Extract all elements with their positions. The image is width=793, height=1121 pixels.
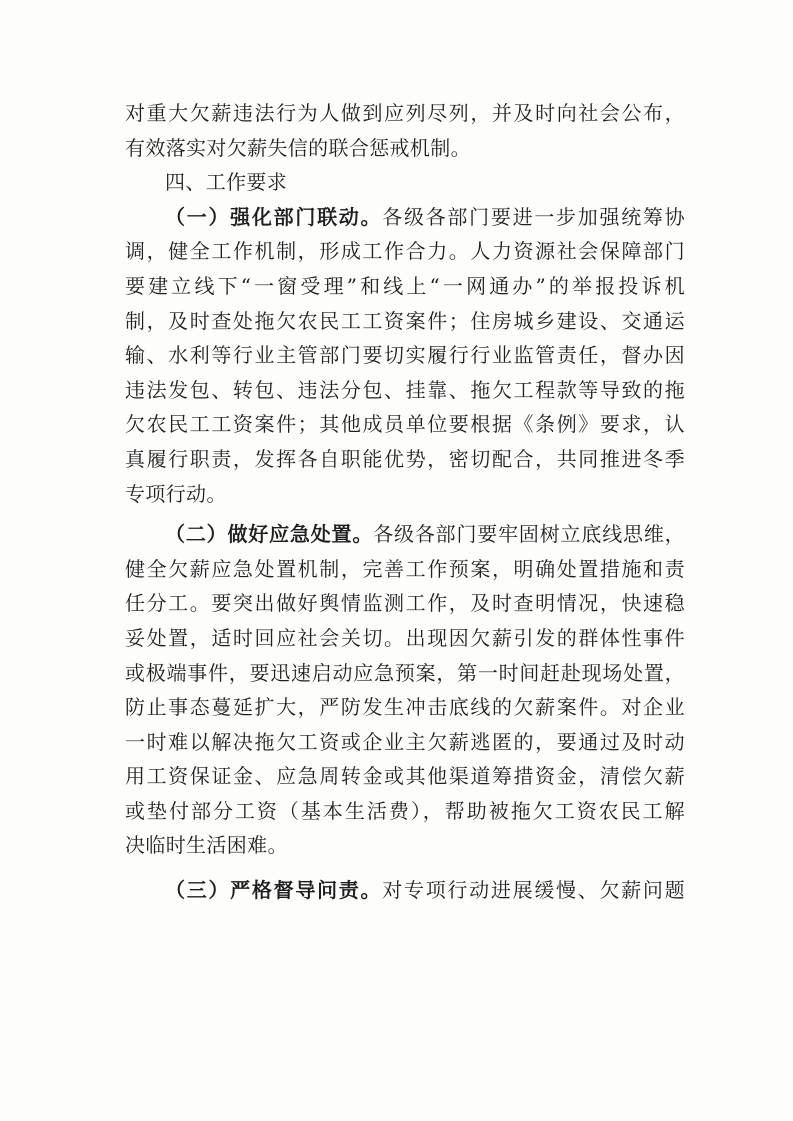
paragraph-1: [125, 200, 685, 511]
paragraph-lead: （二）做好应急处置。: [165, 522, 374, 547]
paragraph-text: 各级各部门要进一步加强统筹协: [382, 204, 685, 229]
section-heading: 四、工作要求: [165, 170, 288, 195]
paragraph-line: 真履行职责，发挥各自职能优势，密切配合，共同推进冬季: [125, 446, 685, 471]
paragraph-line: 要建立线下“一窗受理”和线上“一网通办”的举报投诉机: [125, 273, 685, 298]
paragraph-first-line: [125, 873, 685, 908]
paragraph-line: 任分工。要突出做好舆情监测工作，及时查明情况，快速稳: [125, 591, 685, 616]
paragraph-line: 或垫付部分工资（基本生活费），帮助被拖欠工资农民工解: [125, 798, 685, 823]
paragraph-line: 欠农民工工资案件；其他成员单位要根据《条例》要求，认: [125, 412, 685, 437]
paragraph-text: 各级各部门要牢固树立底线思维，: [373, 522, 685, 547]
paragraph-line: 输、水利等行业主管部门要切实履行行业监管责任，督办因: [125, 343, 685, 368]
intro-line: 有效落实对欠薪失信的联合惩戒机制。: [125, 135, 471, 160]
paragraph-text: 对专项行动进展缓慢、欠薪问题: [382, 878, 685, 903]
paragraph-line: 防止事态蔓延扩大，严防发生冲击底线的欠薪案件。对企业: [125, 695, 685, 720]
document-body: [125, 96, 685, 908]
paragraph-line: 一时难以解决拖欠工资或企业主欠薪逃匿的，要通过及时动: [125, 729, 685, 754]
paragraph-line: 专项行动。: [125, 481, 227, 506]
paragraph-lead: （一）强化部门联动。: [165, 204, 383, 229]
paragraph-line: 用工资保证金、应急周转金或其他渠道筹措资金，清偿欠薪: [125, 764, 685, 789]
paragraph-first-line: [125, 200, 685, 235]
paragraph-line: 妥处置，适时回应社会关切。出现因欠薪引发的群体性事件: [125, 625, 685, 650]
paragraph-line: 违法发包、转包、违法分包、挂靠、拖欠工程款等导致的拖: [125, 377, 685, 402]
paragraph-lead: （三）严格督导问责。: [165, 878, 383, 903]
paragraph-line: 或极端事件，要迅速启动应急预案，第一时间赶赴现场处置，: [125, 660, 685, 685]
paragraph-line: 健全欠薪应急处置机制，完善工作预案，明确处置措施和责: [125, 556, 685, 581]
paragraph-3: [125, 873, 685, 908]
paragraph-line: 决临时生活困难。: [125, 833, 288, 858]
paragraph-first-line: [125, 517, 685, 552]
paragraph-line: 调，健全工作机制，形成工作合力。人力资源社会保障部门: [125, 239, 685, 264]
intro-line: 对重大欠薪违法行为人做到应列尽列，并及时向社会公布，: [125, 101, 685, 125]
paragraph-line: 制，及时查处拖欠农民工工资案件；住房城乡建设、交通运: [125, 308, 685, 333]
paragraph-2: [125, 517, 685, 863]
